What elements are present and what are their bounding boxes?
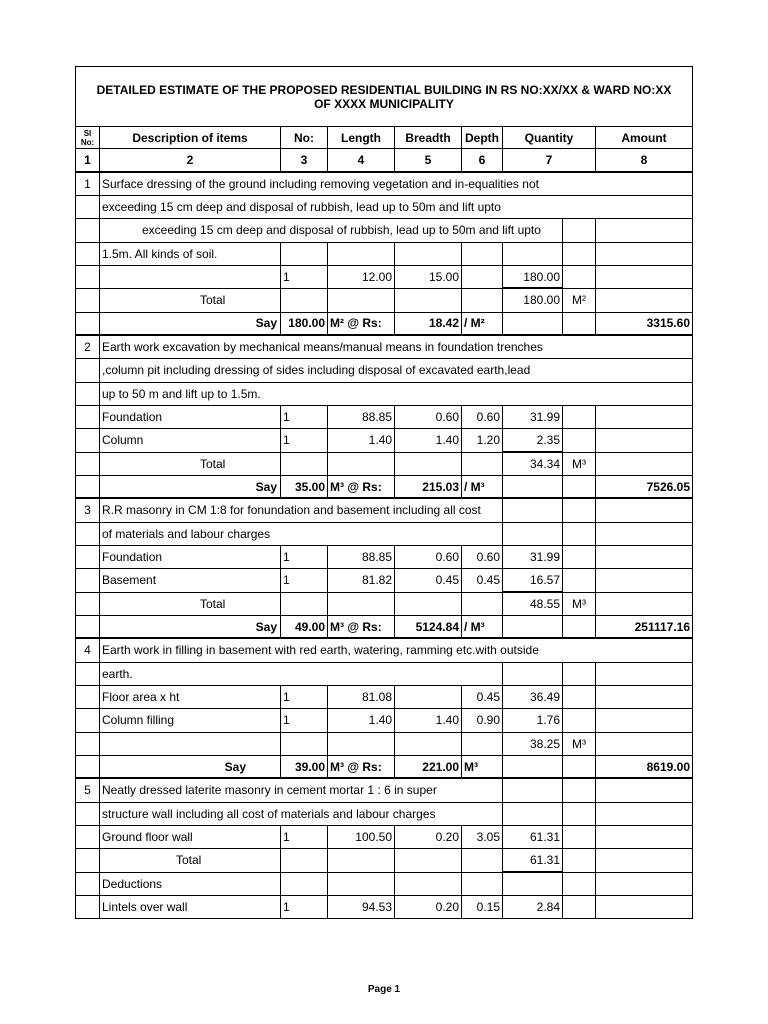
cell-quantity: 1.76 [503, 709, 563, 732]
table-cell [328, 289, 395, 312]
rate-unit: M³ [462, 756, 503, 779]
table-cell [503, 313, 563, 336]
cell-unit [563, 569, 596, 592]
col-header-desc: Description of items [100, 126, 281, 149]
table-cell [76, 663, 100, 686]
table-cell [395, 733, 462, 756]
item-description: of materials and labour charges [100, 523, 503, 546]
table-cell [462, 243, 503, 266]
cell-quantity: 61.31 [503, 826, 563, 849]
cell-length: 81.08 [328, 686, 395, 709]
cell-quantity: 2.35 [503, 429, 563, 452]
cell-depth: 3.05 [462, 826, 503, 849]
table-cell [281, 289, 328, 312]
table-cell [76, 383, 100, 406]
table-cell [563, 523, 596, 546]
item-description: structure wall including all cost of materials and labour charges [100, 803, 503, 826]
item-description: 1.5m. All kinds of soil. [100, 243, 281, 266]
cell-depth: 0.60 [462, 406, 503, 429]
row-label: Ground floor wall [100, 826, 281, 849]
item-description: exceeding 15 cm deep and disposal of rubbish, lead up to 50m and lift upto [100, 219, 563, 242]
say-label: Say [100, 313, 281, 336]
cell-length: 94.53 [328, 896, 395, 919]
table-cell [76, 896, 100, 919]
table-cell [76, 196, 100, 219]
total-unit: M³ [563, 453, 596, 476]
cell-length: 100.50 [328, 826, 395, 849]
table-cell [281, 453, 328, 476]
item-description: ,column pit including dressing of sides including disposal of excavated earth,lead [100, 359, 692, 382]
table-cell [76, 569, 100, 592]
row-label: Column [100, 429, 281, 452]
table-cell [76, 219, 100, 242]
cell-breadth: 0.45 [395, 569, 462, 592]
table-cell [596, 873, 692, 896]
table-cell [281, 873, 328, 896]
cell-no: 1 [281, 826, 328, 849]
table-cell [281, 243, 328, 266]
col-header-length: Length [328, 126, 395, 149]
table-cell [76, 406, 100, 429]
table-cell [76, 453, 100, 476]
table-cell [100, 266, 281, 289]
say-unit: M² @ Rs: [328, 313, 395, 336]
table-cell [462, 873, 503, 896]
row-label: Foundation [100, 546, 281, 569]
table-cell [462, 289, 503, 312]
cell-amount [596, 546, 692, 569]
table-cell [395, 849, 462, 872]
cell-no: 1 [281, 569, 328, 592]
table-cell [596, 219, 692, 242]
table-cell [563, 849, 596, 872]
amount: 8619.00 [596, 756, 692, 779]
table-cell [563, 243, 596, 266]
rate: 18.42 [395, 313, 462, 336]
cell-amount [596, 569, 692, 592]
col-number: 4 [328, 149, 395, 172]
table-cell [503, 663, 563, 686]
col-header-quantity: Quantity [503, 126, 596, 149]
total-label: Total [100, 593, 281, 616]
col-number: 1 [76, 149, 100, 172]
table-cell [563, 779, 596, 802]
item-sl: 1 [76, 173, 100, 196]
cell-quantity: 180.00 [503, 266, 563, 289]
table-cell [328, 873, 395, 896]
cell-no: 1 [281, 709, 328, 732]
table-cell [76, 733, 100, 756]
cell-breadth: 1.40 [395, 429, 462, 452]
table-cell [503, 243, 563, 266]
table-cell [596, 733, 692, 756]
table-cell [76, 756, 100, 779]
cell-amount [596, 709, 692, 732]
table-cell [503, 873, 563, 896]
total-quantity: 48.55 [503, 593, 563, 616]
table-cell [563, 663, 596, 686]
say-label: Say [100, 476, 281, 499]
table-cell [596, 779, 692, 802]
cell-no: 1 [281, 546, 328, 569]
cell-amount [596, 686, 692, 709]
item-sl: 2 [76, 336, 100, 359]
cell-breadth: 0.60 [395, 406, 462, 429]
table-cell [503, 476, 563, 499]
table-cell [596, 289, 692, 312]
cell-length: 81.82 [328, 569, 395, 592]
rate: 5124.84 [395, 616, 462, 639]
cell-length: 88.85 [328, 546, 395, 569]
cell-breadth: 15.00 [395, 266, 462, 289]
table-cell [563, 476, 596, 499]
cell-no: 1 [281, 429, 328, 452]
item-description: Neatly dressed laterite masonry in cement mortar 1 : 6 in super [100, 779, 503, 802]
table-cell [596, 803, 692, 826]
table-cell [596, 453, 692, 476]
estimate-title: DETAILED ESTIMATE OF THE PROPOSED RESIDENTIAL BUILDING IN RS NO:XX/XX & WARD NO:XX OF XXXX MUNICIPALITY [96, 82, 672, 111]
table-cell [596, 523, 692, 546]
col-number: 2 [100, 149, 281, 172]
cell-quantity: 31.99 [503, 406, 563, 429]
table-cell [563, 756, 596, 779]
table-cell [462, 849, 503, 872]
total-label: Total [100, 453, 281, 476]
table-cell [76, 266, 100, 289]
table-cell [328, 453, 395, 476]
cell-amount [596, 266, 692, 289]
table-cell [76, 546, 100, 569]
table-cell [76, 523, 100, 546]
col-header-depth: Depth [462, 126, 503, 149]
total-unit: M² [563, 289, 596, 312]
row-label: Floor area x ht [100, 686, 281, 709]
cell-depth: 0.45 [462, 569, 503, 592]
col-header-amount: Amount [596, 126, 692, 149]
say-unit: M³ @ Rs: [328, 756, 395, 779]
say-quantity: 49.00 [281, 616, 328, 639]
table-cell [281, 593, 328, 616]
table-cell [76, 873, 100, 896]
item-description: Earth work in filling in basement with red earth, watering, ramming etc.with outside [100, 639, 692, 662]
total-quantity: 38.25 [503, 733, 563, 756]
cell-amount [596, 406, 692, 429]
say-quantity: 39.00 [281, 756, 328, 779]
table-cell [503, 499, 563, 522]
total-quantity: 180.00 [503, 289, 563, 312]
cell-quantity: 16.57 [503, 569, 563, 592]
table-cell [563, 219, 596, 242]
item-description: up to 50 m and lift up to 1.5m. [100, 383, 692, 406]
item-description: Surface dressing of the ground including removing vegetation and in-equalities not [100, 173, 692, 196]
table-cell [596, 849, 692, 872]
table-cell [76, 803, 100, 826]
item-description: R.R masonry in CM 1:8 for fonundation and basement including all cost [100, 499, 503, 522]
table-cell [76, 289, 100, 312]
table-cell [563, 313, 596, 336]
cell-unit [563, 546, 596, 569]
cell-no: 1 [281, 266, 328, 289]
table-cell [328, 243, 395, 266]
item-description: exceeding 15 cm deep and disposal of rubbish, lead up to 50m and lift upto [100, 196, 692, 219]
table-cell [100, 733, 281, 756]
table-cell [328, 849, 395, 872]
table-cell [76, 826, 100, 849]
cell-breadth [395, 686, 462, 709]
cell-length: 1.40 [328, 709, 395, 732]
cell-depth: 0.15 [462, 896, 503, 919]
cell-amount [596, 429, 692, 452]
cell-quantity: 36.49 [503, 686, 563, 709]
table-cell [395, 873, 462, 896]
table-cell [596, 593, 692, 616]
cell-no: 1 [281, 406, 328, 429]
table-cell [563, 499, 596, 522]
table-cell [462, 593, 503, 616]
row-label: Foundation [100, 406, 281, 429]
cell-unit [563, 266, 596, 289]
item-sl: 4 [76, 639, 100, 662]
rate: 215.03 [395, 476, 462, 499]
table-cell [76, 849, 100, 872]
total-label: Total [100, 849, 281, 872]
table-cell [76, 429, 100, 452]
table-cell [563, 873, 596, 896]
table-cell [462, 733, 503, 756]
col-number: 8 [596, 149, 692, 172]
rate-unit: / M³ [462, 476, 503, 499]
item-description: earth. [100, 663, 503, 686]
table-cell [76, 359, 100, 382]
cell-amount [596, 826, 692, 849]
cell-depth [462, 266, 503, 289]
row-label: Column filling [100, 709, 281, 732]
col-number: 6 [462, 149, 503, 172]
cell-breadth: 0.20 [395, 896, 462, 919]
cell-depth: 1.20 [462, 429, 503, 452]
estimate-sheet [75, 66, 693, 919]
say-quantity: 180.00 [281, 313, 328, 336]
table-cell [281, 733, 328, 756]
cell-length: 88.85 [328, 406, 395, 429]
cell-quantity: 2.84 [503, 896, 563, 919]
table-cell [395, 593, 462, 616]
table-cell [76, 593, 100, 616]
cell-length: 12.00 [328, 266, 395, 289]
page-number: Page 1 [367, 984, 401, 995]
amount: 7526.05 [596, 476, 692, 499]
say-label: Say [100, 756, 281, 779]
cell-no: 1 [281, 686, 328, 709]
estimate-table [76, 126, 692, 919]
item-description: Earth work excavation by mechanical means/manual means in foundation trenches [100, 336, 692, 359]
amount: 251117.16 [596, 616, 692, 639]
row-label: Basement [100, 569, 281, 592]
table-cell [328, 733, 395, 756]
say-quantity: 35.00 [281, 476, 328, 499]
table-cell [503, 803, 563, 826]
rate-unit: / M² [462, 313, 503, 336]
amount: 3315.60 [596, 313, 692, 336]
table-cell [281, 849, 328, 872]
item-sl: 3 [76, 499, 100, 522]
table-cell [395, 289, 462, 312]
table-cell [563, 616, 596, 639]
table-cell [76, 313, 100, 336]
table-cell [596, 663, 692, 686]
cell-unit [563, 686, 596, 709]
cell-unit [563, 406, 596, 429]
table-cell [328, 593, 395, 616]
table-cell [563, 803, 596, 826]
table-cell [503, 523, 563, 546]
cell-length: 1.40 [328, 429, 395, 452]
table-cell [503, 616, 563, 639]
col-header-sl-line1: Sl [83, 128, 92, 138]
col-header-sl [76, 126, 100, 149]
cell-unit [563, 429, 596, 452]
table-cell [395, 243, 462, 266]
col-number: 5 [395, 149, 462, 172]
table-cell [76, 686, 100, 709]
cell-unit [563, 826, 596, 849]
table-cell [596, 243, 692, 266]
col-header-breadth: Breadth [395, 126, 462, 149]
row-label: Lintels over wall [100, 896, 281, 919]
cell-quantity: 31.99 [503, 546, 563, 569]
col-number: 3 [281, 149, 328, 172]
say-unit: M³ @ Rs: [328, 616, 395, 639]
col-header-sl-line2: No: [80, 137, 95, 147]
col-header-no: No: [281, 126, 328, 149]
table-cell [76, 709, 100, 732]
say-label: Say [100, 616, 281, 639]
cell-no: 1 [281, 896, 328, 919]
cell-unit [563, 709, 596, 732]
table-cell [395, 453, 462, 476]
item-sl: 5 [76, 779, 100, 802]
total-label: Total [100, 289, 281, 312]
cell-breadth: 0.60 [395, 546, 462, 569]
total-quantity: 61.31 [503, 849, 563, 872]
total-unit: M³ [563, 733, 596, 756]
table-cell [503, 756, 563, 779]
cell-unit [563, 896, 596, 919]
cell-depth: 0.45 [462, 686, 503, 709]
table-cell [76, 243, 100, 266]
rate-unit: / M³ [462, 616, 503, 639]
table-cell [503, 779, 563, 802]
deductions-label: Deductions [100, 873, 281, 896]
cell-depth: 0.90 [462, 709, 503, 732]
cell-breadth: 0.20 [395, 826, 462, 849]
table-cell [462, 453, 503, 476]
total-quantity: 34.34 [503, 453, 563, 476]
cell-amount [596, 896, 692, 919]
col-number: 7 [503, 149, 596, 172]
cell-breadth: 1.40 [395, 709, 462, 732]
table-cell [76, 616, 100, 639]
say-unit: M³ @ Rs: [328, 476, 395, 499]
table-cell [76, 476, 100, 499]
cell-depth: 0.60 [462, 546, 503, 569]
table-cell [596, 499, 692, 522]
rate: 221.00 [395, 756, 462, 779]
total-unit: M³ [563, 593, 596, 616]
